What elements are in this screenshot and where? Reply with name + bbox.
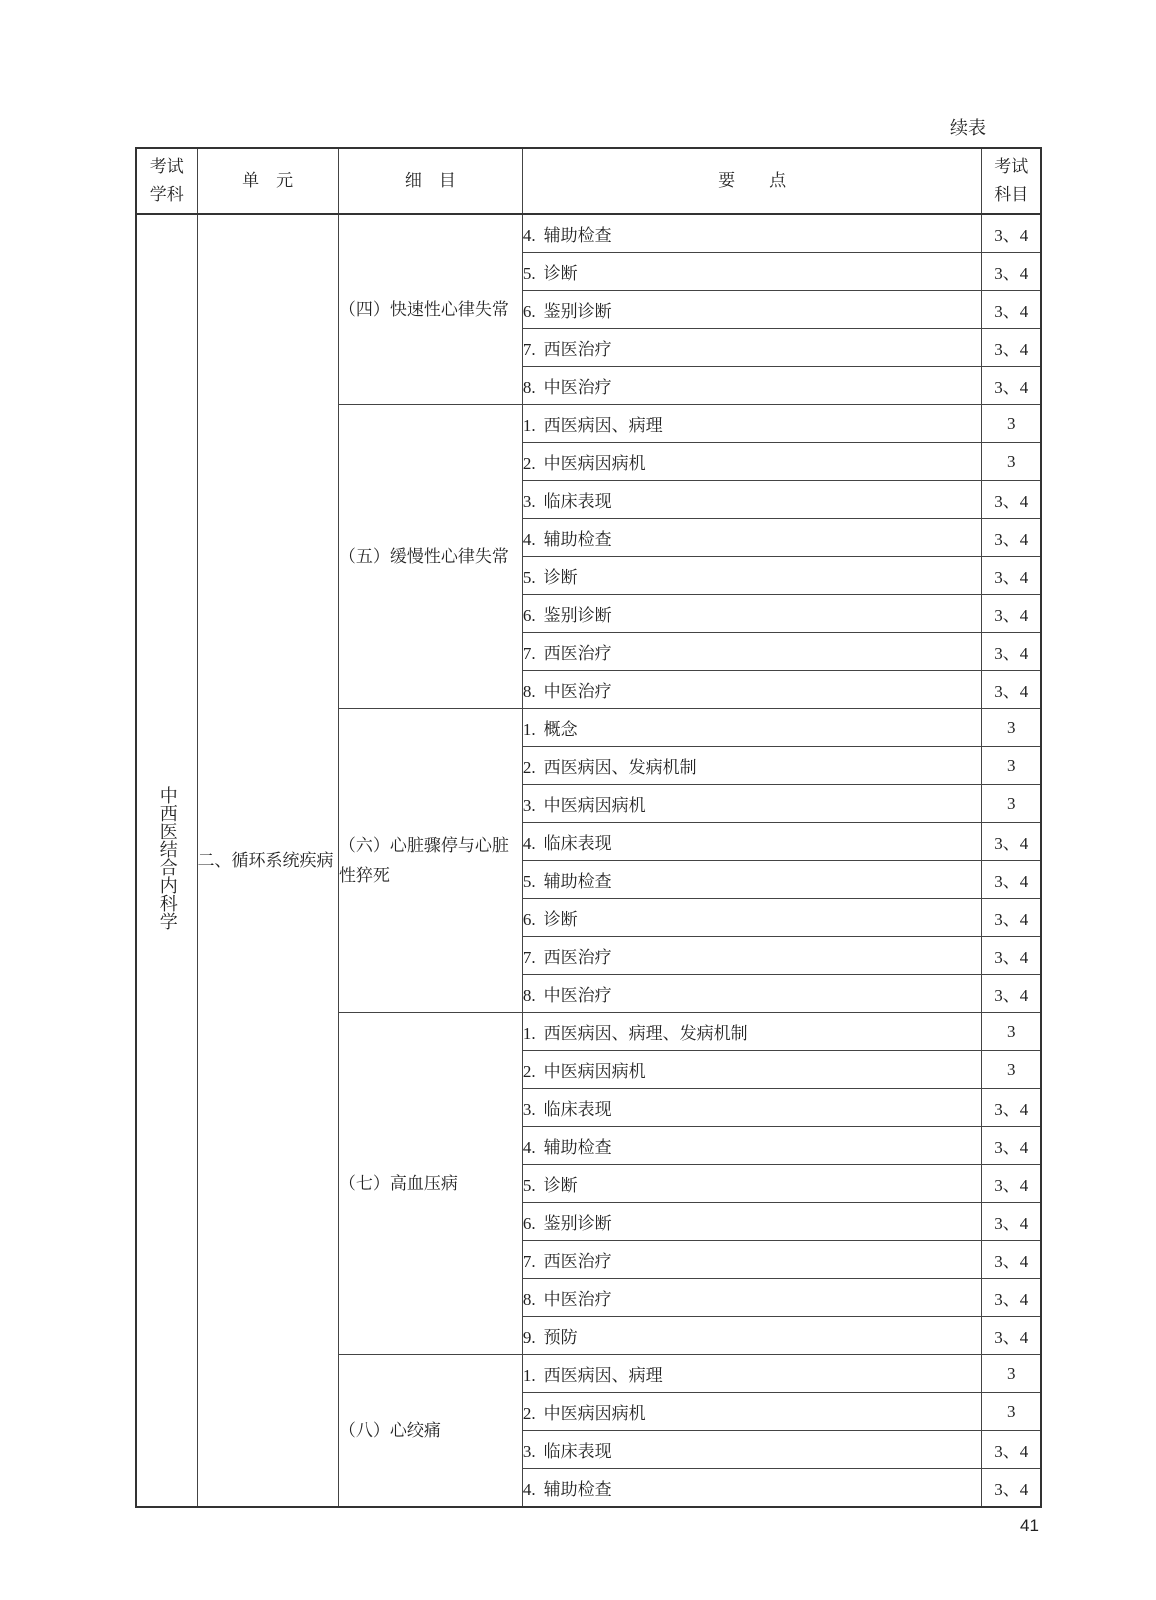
point-cell bbox=[522, 937, 982, 975]
point-number: 4. bbox=[522, 834, 536, 853]
exam-code-cell: 3、4 bbox=[982, 214, 1041, 253]
point-text: 西医病因、病理 bbox=[543, 1366, 663, 1386]
point-text: 辅助检查 bbox=[543, 1480, 612, 1500]
subject-label: 中西医结合内科学 bbox=[156, 786, 178, 930]
point-number: 6. bbox=[522, 1214, 536, 1233]
point-number: 3. bbox=[522, 1100, 536, 1119]
point-cell bbox=[522, 1165, 982, 1203]
point-text: 中医病因病机 bbox=[543, 1062, 646, 1082]
point-text: 中医病因病机 bbox=[543, 796, 646, 816]
point-cell bbox=[522, 1355, 982, 1393]
exam-code-cell: 3、4 bbox=[982, 1241, 1041, 1279]
exam-code-cell: 3、4 bbox=[982, 975, 1041, 1013]
point-cell bbox=[522, 747, 982, 785]
point-number: 6. bbox=[522, 606, 536, 625]
unit-cell: 二、循环系统疾病 bbox=[197, 214, 338, 1507]
point-number: 1. bbox=[522, 416, 536, 435]
point-number: 1. bbox=[522, 720, 536, 739]
point-number: 7. bbox=[522, 644, 536, 663]
point-number: 2. bbox=[522, 1062, 536, 1081]
point-cell bbox=[522, 481, 982, 519]
point-cell bbox=[522, 975, 982, 1013]
point-text: 鉴别诊断 bbox=[543, 606, 612, 626]
point-cell bbox=[522, 329, 982, 367]
point-number: 1. bbox=[522, 1366, 536, 1385]
header-code-line-2: 科目 bbox=[994, 185, 1029, 205]
point-cell bbox=[522, 291, 982, 329]
point-text: 辅助检查 bbox=[543, 226, 612, 246]
item-cell: （八）心绞痛 bbox=[338, 1355, 522, 1508]
point-text: 西医病因、发病机制 bbox=[543, 758, 697, 778]
header-unit: 单 元 bbox=[197, 148, 338, 214]
header-point: 要 点 bbox=[522, 148, 982, 214]
point-text: 鉴别诊断 bbox=[543, 1214, 612, 1234]
point-number: 6. bbox=[522, 910, 536, 929]
exam-code-cell: 3 bbox=[982, 1355, 1041, 1393]
item-cell: （七）高血压病 bbox=[338, 1013, 522, 1355]
table-header-row bbox=[136, 148, 1041, 214]
point-text: 辅助检查 bbox=[543, 1138, 612, 1158]
point-number: 4. bbox=[522, 226, 536, 245]
point-cell bbox=[522, 861, 982, 899]
point-number: 9. bbox=[522, 1328, 536, 1347]
point-text: 临床表现 bbox=[543, 1100, 612, 1120]
point-text: 预防 bbox=[543, 1328, 578, 1348]
exam-code-cell: 3、4 bbox=[982, 671, 1041, 709]
point-number: 8. bbox=[522, 682, 536, 701]
exam-code-cell: 3、4 bbox=[982, 861, 1041, 899]
point-text: 辅助检查 bbox=[543, 530, 612, 550]
exam-code-cell: 3、4 bbox=[982, 899, 1041, 937]
exam-code-cell: 3、4 bbox=[982, 1089, 1041, 1127]
point-number: 1. bbox=[522, 1024, 536, 1043]
point-text: 诊断 bbox=[543, 910, 578, 930]
exam-code-cell: 3、4 bbox=[982, 1279, 1041, 1317]
exam-code-cell: 3、4 bbox=[982, 253, 1041, 291]
item-cell: （六）心脏骤停与心脏性猝死 bbox=[338, 709, 522, 1013]
item-cell: （四）快速性心律失常 bbox=[338, 214, 522, 405]
point-text: 中医治疗 bbox=[543, 378, 612, 398]
point-number: 5. bbox=[522, 264, 536, 283]
point-number: 8. bbox=[522, 986, 536, 1005]
table-row bbox=[136, 214, 1041, 253]
header-subject-line-1: 考试 bbox=[149, 157, 184, 177]
point-text: 临床表现 bbox=[543, 834, 612, 854]
exam-code-cell: 3、4 bbox=[982, 937, 1041, 975]
point-cell bbox=[522, 1393, 982, 1431]
point-cell bbox=[522, 557, 982, 595]
point-cell bbox=[522, 1469, 982, 1508]
point-cell bbox=[522, 214, 982, 253]
point-cell bbox=[522, 405, 982, 443]
exam-code-cell: 3 bbox=[982, 1013, 1041, 1051]
exam-code-cell: 3 bbox=[982, 405, 1041, 443]
point-cell bbox=[522, 1051, 982, 1089]
point-text: 西医治疗 bbox=[543, 340, 612, 360]
point-text: 诊断 bbox=[543, 568, 578, 588]
exam-code-cell: 3 bbox=[982, 709, 1041, 747]
point-cell bbox=[522, 1317, 982, 1355]
point-cell bbox=[522, 1431, 982, 1469]
point-number: 4. bbox=[522, 530, 536, 549]
point-text: 西医治疗 bbox=[543, 644, 612, 664]
point-number: 2. bbox=[522, 758, 536, 777]
point-cell bbox=[522, 367, 982, 405]
point-text: 西医治疗 bbox=[543, 1252, 612, 1272]
point-text: 中医病因病机 bbox=[543, 454, 646, 474]
exam-code-cell: 3、4 bbox=[982, 329, 1041, 367]
point-number: 5. bbox=[522, 1176, 536, 1195]
point-text: 辅助检查 bbox=[543, 872, 612, 892]
exam-code-cell: 3 bbox=[982, 1051, 1041, 1089]
header-subject-line-2: 学科 bbox=[149, 185, 184, 205]
continued-label: 续表 bbox=[950, 118, 986, 139]
exam-code-cell: 3、4 bbox=[982, 1469, 1041, 1508]
point-number: 5. bbox=[522, 872, 536, 891]
point-cell bbox=[522, 899, 982, 937]
point-number: 4. bbox=[522, 1138, 536, 1157]
point-cell bbox=[522, 671, 982, 709]
point-number: 7. bbox=[522, 948, 536, 967]
exam-code-cell: 3、4 bbox=[982, 823, 1041, 861]
point-text: 诊断 bbox=[543, 264, 578, 284]
header-code-line-1: 考试 bbox=[994, 157, 1029, 177]
point-text: 西医治疗 bbox=[543, 948, 612, 968]
point-cell bbox=[522, 519, 982, 557]
point-cell bbox=[522, 823, 982, 861]
exam-code-cell: 3、4 bbox=[982, 367, 1041, 405]
point-number: 2. bbox=[522, 1404, 536, 1423]
point-cell bbox=[522, 253, 982, 291]
point-text: 概念 bbox=[543, 720, 578, 740]
exam-code-cell: 3、4 bbox=[982, 519, 1041, 557]
point-number: 4. bbox=[522, 1480, 536, 1499]
point-cell bbox=[522, 1013, 982, 1051]
point-cell bbox=[522, 709, 982, 747]
exam-code-cell: 3、4 bbox=[982, 1203, 1041, 1241]
point-number: 8. bbox=[522, 378, 536, 397]
exam-code-cell: 3、4 bbox=[982, 557, 1041, 595]
point-cell bbox=[522, 595, 982, 633]
point-text: 西医病因、病理 bbox=[543, 416, 663, 436]
exam-code-cell: 3 bbox=[982, 1393, 1041, 1431]
point-cell bbox=[522, 1279, 982, 1317]
exam-code-cell: 3、4 bbox=[982, 595, 1041, 633]
exam-code-cell: 3、4 bbox=[982, 291, 1041, 329]
exam-code-cell: 3 bbox=[982, 443, 1041, 481]
point-cell bbox=[522, 1089, 982, 1127]
point-number: 3. bbox=[522, 492, 536, 511]
point-number: 3. bbox=[522, 796, 536, 815]
exam-code-cell: 3、4 bbox=[982, 1127, 1041, 1165]
point-number: 2. bbox=[522, 454, 536, 473]
header-code bbox=[982, 148, 1041, 214]
point-text: 西医病因、病理、发病机制 bbox=[543, 1024, 748, 1044]
point-cell bbox=[522, 443, 982, 481]
point-cell bbox=[522, 785, 982, 823]
header-subject bbox=[136, 148, 197, 214]
point-text: 临床表现 bbox=[543, 492, 612, 512]
point-number: 7. bbox=[522, 1252, 536, 1271]
point-text: 中医治疗 bbox=[543, 1290, 612, 1310]
subject-cell bbox=[136, 214, 197, 1507]
point-cell bbox=[522, 1127, 982, 1165]
point-text: 中医治疗 bbox=[543, 986, 612, 1006]
exam-code-cell: 3、4 bbox=[982, 1431, 1041, 1469]
point-cell bbox=[522, 633, 982, 671]
point-cell bbox=[522, 1241, 982, 1279]
point-number: 5. bbox=[522, 568, 536, 587]
header-item: 细 目 bbox=[338, 148, 522, 214]
syllabus-table bbox=[135, 147, 1042, 1508]
exam-code-cell: 3、4 bbox=[982, 1165, 1041, 1203]
exam-code-cell: 3 bbox=[982, 747, 1041, 785]
table-body bbox=[136, 214, 1041, 1507]
point-text: 诊断 bbox=[543, 1176, 578, 1196]
page-number: 41 bbox=[1020, 1516, 1039, 1535]
exam-code-cell: 3、4 bbox=[982, 633, 1041, 671]
point-number: 6. bbox=[522, 302, 536, 321]
exam-code-cell: 3、4 bbox=[982, 481, 1041, 519]
point-text: 临床表现 bbox=[543, 1442, 612, 1462]
point-text: 中医病因病机 bbox=[543, 1404, 646, 1424]
point-number: 3. bbox=[522, 1442, 536, 1461]
point-number: 7. bbox=[522, 340, 536, 359]
exam-code-cell: 3、4 bbox=[982, 1317, 1041, 1355]
item-cell: （五）缓慢性心律失常 bbox=[338, 405, 522, 709]
point-text: 中医治疗 bbox=[543, 682, 612, 702]
exam-code-cell: 3 bbox=[982, 785, 1041, 823]
point-cell bbox=[522, 1203, 982, 1241]
point-number: 8. bbox=[522, 1290, 536, 1309]
point-text: 鉴别诊断 bbox=[543, 302, 612, 322]
